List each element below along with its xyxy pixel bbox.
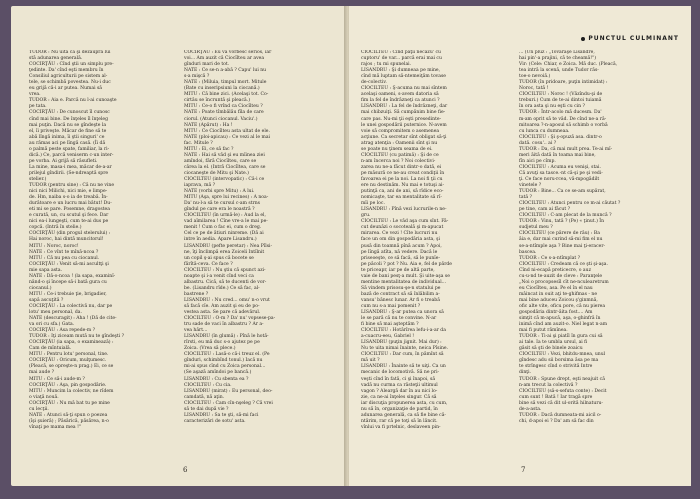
text-line: bastrene ? xyxy=(184,291,209,297)
text-line: pe măsură ce ne-au creat condiţii în xyxy=(361,170,445,176)
text-line: vinetele ? xyxy=(519,183,542,189)
text-line: COCIRŢĂU : De cunoscut îl cunosc xyxy=(29,110,110,116)
text-line: cu lecţii. xyxy=(29,406,49,412)
text-line: cirtău se încruntă şi pleacă.) xyxy=(184,98,250,104)
text-line: La mine, masa-i mea, măcar de-a-ar xyxy=(29,164,112,170)
text-line: te priceapr, iar pe de altă parte, xyxy=(361,267,435,273)
text-line: durătoare e un lucru mai bătut! Du- xyxy=(29,201,112,207)
text-line: au rămas aci pe lîngă casă. (Îi dă xyxy=(29,140,106,146)
text-line: TUDOR : Spune drept, eşti neajuit că xyxy=(519,376,605,382)
text-line: LISANDRU : Ş-ar putea ca unora să xyxy=(361,310,444,316)
text-line: pe vorba. Ai grijă să răsufleti. xyxy=(29,158,98,164)
text-line: acţiune. Ca secretar sînt obligat să-ţi xyxy=(361,134,447,140)
text-line: ne, îţi înclimpă erea Zoiceli Intîlnit xyxy=(184,249,265,255)
text-line: CIOCILTEU : Hotărîrea lefu-i-a-ar da xyxy=(361,328,446,334)
text-line: ai tale. Ia te umbla ursul, ai fi xyxy=(519,340,588,346)
text-line: LISANDRU (în glumă) : Pînă le hotă- xyxy=(184,334,269,340)
text-line: hai pin'-a prajini, că te cheamă!") xyxy=(519,56,596,62)
text-line: voi... Am auzit că Ciocîlteu ar avea xyxy=(184,56,265,62)
text-line: simţit că m-apucă, aşa, o-ghinfrâ în xyxy=(519,316,601,322)
text-line: abă lîngă inima, îi ştii singuri' ce xyxy=(29,134,105,140)
text-line: vaie de bani pesţ-a mult. Şi uite-aşa se xyxy=(361,273,450,279)
page-number-left: 6 xyxy=(183,466,188,474)
text-line: MITU : Că bine zici. (Acelaşi tot. Co- xyxy=(184,92,269,98)
text-line: CIOCILTEU (cu patimă) : Şi de ce xyxy=(361,152,439,158)
text-line: sapă ascuţită ? xyxy=(29,297,64,303)
text-line: MITU : Noroc, noroc! xyxy=(29,243,79,249)
text-line: COCIRŢĂU : La colectivă nu, dar pe xyxy=(29,303,113,309)
text-line: ... (Un pluz : „Tovarăşe Lisandre, xyxy=(519,50,595,55)
text-line: CIOCILTEU : Cînd păţii necazu' cu xyxy=(361,50,441,55)
text-line: TUDOR (în pridoare, puţin intimidat) : xyxy=(519,80,608,86)
text-line: CIOCILTEU (ce pârere de rău) : Ba xyxy=(519,231,600,237)
text-line: fac. Mitule ? xyxy=(184,140,213,146)
text-line: le unei gospodării puternice. N-avem xyxy=(361,122,447,128)
text-line: MITU : Că nu pea cu ciocanul. xyxy=(29,255,100,261)
text-line: COCIRŢĂU : Cînd ştii un simplu pre- xyxy=(29,62,114,68)
text-line: mai chibzuiţi. Să cumpănim bine fie- xyxy=(361,110,446,116)
text-line: CIOCILTEU (să-s-sefuta conte) : Decit xyxy=(519,388,607,394)
text-line: NATE : Ce vînt te mînă-ncoa ? xyxy=(29,249,99,255)
text-line: gru. xyxy=(361,213,371,219)
text-line: MITU : Ei, ce să fac ? xyxy=(184,146,234,152)
text-line: COCIRŢĂU : Oricum, mulţumesc. xyxy=(29,358,107,364)
text-line: Hai noroc, hai dintă muncitorul! xyxy=(29,237,104,243)
text-line: tru sade de vaci în albastru ? Ar a- xyxy=(184,322,264,328)
text-line: Zoica. (Vrea să plece.) xyxy=(184,346,236,352)
text-line: pe tine, cam ai făcut ? xyxy=(519,207,571,213)
text-line: CIOCILTEU : Ş-acuma nu mai sîntem xyxy=(361,86,447,92)
text-line: pe lîngă atîta, nă vedere. Dacă le xyxy=(361,249,438,255)
text-line: LISANDRU : Înainte să te uiţi. Ca un xyxy=(361,364,446,370)
text-line: NATE (ploi-apicau) : Ce vezi al le mai xyxy=(184,134,270,140)
text-line: (îşi şuieră) ; Păsărică, păsărea, n-o xyxy=(29,418,109,424)
text-line: mai fi putut rămînea. xyxy=(519,328,568,334)
text-line: NATE : Atunci să-ţi spun o poezea xyxy=(29,412,108,418)
text-line: în ora asta şi nu eşti cu cin ? xyxy=(519,104,585,110)
text-line: nomicaşte, tar ea mentalitate să rî- xyxy=(361,195,442,201)
text-line: MITU : Muncim la colectiv, ne rîdem xyxy=(29,388,114,394)
text-line: priseoeşte, ce să facă, să le punîe- xyxy=(361,255,440,261)
text-line: ntărim, rar că pe toţi să în lăncit. xyxy=(361,418,438,424)
text-line: TUDOR : Aia e. Parcă nu l-ai cunoaşte xyxy=(29,98,117,104)
text-line: TUDOR : Dacă dumneata-mi aicil o- xyxy=(519,412,602,418)
text-line: CIOCILTEU : Nu ştiu că spunct azi- xyxy=(184,267,266,273)
text-line: prilejul gîndirii. (Se-ndreaptă spre xyxy=(29,170,109,176)
text-line: dinţi. xyxy=(519,370,532,376)
text-line: TUDOR : Iţi ziceam mută nu te gîndeşti ? xyxy=(29,334,125,340)
text-line: te strîngesc cînd o strivită Intre xyxy=(519,364,593,370)
text-line: Nu te uita nimai înainte, neica Pîsine. xyxy=(361,346,449,352)
text-line: tea intră la scenă, unde Tudor răs- xyxy=(519,68,599,74)
text-line: TUDOR : Vinu, tată ? (Pe) « ţinut.) În xyxy=(519,219,605,225)
text-line: MITU : Ce Ciocîlteu asta ultat de ele. xyxy=(184,128,270,134)
text-line: dică.) Ce, parcă veniserm c-un inter- xyxy=(29,152,114,158)
text-line: o viaţă nouă. xyxy=(29,394,59,400)
text-line: să facă cîe. Am auzit şi eu de po- xyxy=(184,303,260,309)
text-line: NATE : (Miluia, timpul mort. Mitule xyxy=(184,80,267,86)
text-line: NATE : Dă-o-ncoa ! (la sapa, examinî- xyxy=(29,273,116,279)
text-line: LISANDRU : Cu sbenta ea ? xyxy=(184,376,249,382)
text-line: putinţă ca, ani de ani, să rîdice eco- xyxy=(361,189,444,195)
text-line: mai puţin. Dacă nu se gîndeşte la xyxy=(29,122,107,128)
text-line: copcă. (Intră în stelie.) xyxy=(29,225,82,231)
text-line: meri ăită dată în toama mai bine, xyxy=(519,152,596,158)
text-line: LISANDRU : Pînă vezi lucrurile-n ne- xyxy=(361,207,447,213)
text-line: un copil ş-ai spus că bocete se xyxy=(184,255,254,261)
text-line: camdată, nă aţin. xyxy=(184,394,225,400)
text-line: MITU : Pentru lotu' personal, tine. xyxy=(29,352,109,358)
text-line: cu lunca cu dumneaa. xyxy=(519,128,570,134)
text-line: nici nici Milichi, nici mie, e limpe- xyxy=(29,189,108,195)
text-line: cum sunt ! Bată ! Iar tragă spre xyxy=(519,394,593,400)
text-line: de-colectiv. xyxy=(361,80,387,86)
text-line: zarea nu ne-a făcut dintr-o dată, ei xyxy=(361,164,442,170)
text-line: Cam de mîntuială. xyxy=(29,346,72,352)
text-line: nu să în, organizaţie de partid, în xyxy=(361,406,438,412)
text-line: atrag atenţia : Oamenii sînt şi nu xyxy=(361,140,438,146)
text-line: cârea la el. (Intră Ciocîltea, care se xyxy=(184,164,266,170)
text-line: intre în aedia. Apare Lisandru.) xyxy=(184,237,257,243)
text-line: vagon ? Aleargă dar în au nici lo- xyxy=(361,388,438,394)
text-line: bază de contract să să înlăbilim a- xyxy=(361,291,440,297)
text-line: cînd mai bine. De înţeles îl înţeleg xyxy=(29,116,108,122)
right-column-1 xyxy=(361,50,511,431)
text-line: cu-u-nd te-auzit de cleve : Paranţele xyxy=(519,273,603,279)
text-line: NATE : Hai să văd şi eu mîinea ziei xyxy=(184,152,265,158)
text-line: mâincat in ouit aţi te-ghifmas - ne xyxy=(519,291,598,297)
text-line: mîi pe loc. xyxy=(361,201,385,207)
text-line: bascea. xyxy=(519,249,537,255)
text-line: acelaşi oameni, s-avem datoria să xyxy=(361,92,439,98)
text-line: ofic alte vite, oficu pore, că nu pierea xyxy=(519,303,606,309)
text-line: CIOCILTEU (intervopatic) : Că-i ce xyxy=(184,176,265,182)
text-line: cum nu s-a mai pomenit ? xyxy=(361,303,421,309)
running-header xyxy=(581,35,679,42)
text-line: LISANDRU (puţin jignit. Mai dur) : xyxy=(361,340,442,346)
text-line: MITU : Ce-o fi vrînd ca Ciocîlteu ? xyxy=(184,104,263,110)
text-line: se poate nu ţinem seama de ei. xyxy=(361,146,433,152)
text-line: TUDOR : Da, că mai mult prea. Te-ai mî- xyxy=(519,146,613,152)
text-line: vadă nu curma ca răsteţii ultimul xyxy=(361,382,438,388)
text-line: tele, se schimbă povestea. Nu-i duc xyxy=(29,80,111,86)
bullet-icon xyxy=(581,37,585,41)
text-line: mai bine aduceu Zoicou ş'ginmnă, xyxy=(519,297,598,303)
text-line: de-a-asta. xyxy=(519,406,542,412)
text-line: găsit să şti de binele zoaicu xyxy=(519,346,583,352)
text-line: CIOCILTEU : Lasă-o că-i treuz el. (Pe xyxy=(184,352,270,358)
text-line: COCIRŢĂU : Nu mă bat tu pe mine xyxy=(29,400,110,406)
text-line: mitoarea ?-n-aposul să schimb o vorbă xyxy=(519,122,608,128)
text-line: Noroc, tată ! xyxy=(519,86,549,92)
text-line: CIOCILTEU (în urmă-le) : Aud la el, xyxy=(184,213,266,219)
text-line: vansu' bănesc lunar. Ar fi o treabă xyxy=(361,297,440,303)
text-line: se-a-ntîmple aşa ? Bine mai ţi-eracer- xyxy=(519,243,606,249)
text-line: CIOCILTEU : Acuma eu venişi, stai. xyxy=(519,164,601,170)
text-line: vad aîmilarea ! Cîne vre-a le mai pe- xyxy=(184,219,268,225)
text-line: favoarea ei pe la noi. La noi fi ţii cu xyxy=(361,176,443,182)
text-line: fărîtă-ceva. Ce face ? xyxy=(184,261,233,267)
text-line: cuptoru' de var... parcă erai mai cu xyxy=(361,56,442,62)
text-line: MITU : Ce să-i aude-m ? xyxy=(29,376,85,382)
text-line: CIOCILTEU : Şi ş-opuză asa. dintr-o xyxy=(519,134,602,140)
text-line: e curată, un, cu scutul şi fece. Dar xyxy=(29,213,109,219)
text-line: inimă cînd am auzit-o. Niel legat n-am xyxy=(519,322,608,328)
text-line: vrea. xyxy=(29,92,41,98)
text-line: Cel ce pe de ătiuri ninreme. (Dă ai xyxy=(184,231,264,237)
page-number-right: 7 xyxy=(521,466,526,474)
running-header-text: PUNCTUL CULMINANT xyxy=(588,35,679,42)
text-line: NATE (Apărut) : Ha ! xyxy=(184,122,233,128)
text-line: chi, d-apoi ei ? Da' am să fac din xyxy=(519,418,594,424)
text-line: TUDOR : Ce s-a-ntîmplat ? xyxy=(519,255,581,261)
left-column-2 xyxy=(184,50,336,425)
text-line: NATE : Ce se-n a-abă ? Capu' lui nu xyxy=(184,68,267,74)
text-line: de. Hm, naiba s-o ia de treabă. În- xyxy=(29,195,108,201)
text-line: voie să compromitem o asemenea xyxy=(361,128,440,134)
text-line: pe tata. xyxy=(29,104,47,110)
text-line: eu grijă că-i ar putea. Numai să xyxy=(29,86,103,92)
text-line: NATE (descuragit) : Aha ! (Dă de cite- xyxy=(29,316,117,322)
text-line: gîndesc adu sii borsima ăsa pe ma xyxy=(519,358,599,364)
text-line: nici ea-i lungeşti, cum te-ai dus pe xyxy=(29,219,109,225)
text-line: Cînd ni-ecapă preticecre, o auz xyxy=(519,267,591,273)
text-line: m-am oprit să te văd. De cînd ne-a ră- xyxy=(519,116,607,122)
text-line: gînduri mari de tot. xyxy=(184,62,230,68)
text-line: tată ? xyxy=(519,195,532,201)
text-line: Că avuţi sa tasce.-nt că-şi pe şi vedi- xyxy=(519,170,603,176)
text-line: (Bate cu inseripsiuni la ciocană.) xyxy=(184,86,260,92)
text-line: pe păcoli ? pot ? Nu. Aia e, fel de părde xyxy=(361,261,452,267)
text-line: toe-o nevoiă.) xyxy=(519,74,551,80)
text-line: menit ! Cum o fac ei, cum o dreg. xyxy=(184,225,262,231)
text-line: mă uit ? xyxy=(361,358,380,364)
text-line: n-am trecut la colectivă ? xyxy=(519,382,578,388)
text-line: (Pleacă, se opreşte-n prag.) Ei, ce se xyxy=(29,364,114,370)
text-line: va ori cu sfa.) Gata. xyxy=(29,322,75,328)
text-line: rajos ; tu mi spunelai. xyxy=(361,62,412,68)
text-line: CIOCILTEU : Noroc ! (Văzîndu-şi de xyxy=(519,92,603,98)
text-line: be. (Lisandru rîde.) Ce să fac, al- xyxy=(184,285,260,291)
text-line: albastru. Cică, să te ducenti de vor- xyxy=(184,279,267,285)
text-line: vea hărt... xyxy=(184,328,208,334)
text-line: treburi.) Cum de te-ai dintoi tuiamă xyxy=(519,98,602,104)
text-line: „Noi o procopsesîl cît ne-nculearetrum xyxy=(519,279,609,285)
text-line: stelier.) xyxy=(29,176,47,182)
text-line: LISANDRU (mirat) : Eu personal, deo- xyxy=(184,388,273,394)
text-line: eu Ciocîlteu, asa. Pe el în el nau xyxy=(519,285,593,291)
text-line: gîndul pe care era le noastră ? xyxy=(184,207,255,213)
text-line: (Se aşază amîndoi pe bancă.) xyxy=(184,370,252,376)
text-line: gospodăria dintr-ăita fost.... Am xyxy=(519,310,593,316)
text-line: mie sapa asta. xyxy=(29,267,63,273)
text-line: fîn aici pe cîmp. xyxy=(519,158,556,164)
text-line: mai aude ? xyxy=(29,370,55,376)
text-line: COCIRŢĂU : Venit să-mi ascultţi şi xyxy=(29,261,109,267)
text-line: bine să vezi că dit ul-orită hilnaturu- xyxy=(519,400,603,406)
text-line: MITU (Aşa, spre lui recines) : A noa- xyxy=(184,195,269,201)
text-line: COCIRŢĂU (din progul stelerului) : xyxy=(29,231,111,237)
text-line: LISANDRU : Şi dumneaa pe mine, xyxy=(361,68,441,74)
text-line: CIOCILTEU : C-am plecat de la muncă ? xyxy=(519,213,612,219)
text-line: ţedinte. Da' cînd eşti membru în xyxy=(29,68,104,74)
left-column-1 xyxy=(29,50,177,431)
left-page xyxy=(11,6,346,486)
text-line: iar discuţia propunerea asta, cu cum, xyxy=(361,400,448,406)
text-line: care pas. Nu-mi ţii eşti presedinte- xyxy=(361,116,442,122)
text-line: vînaţi pe mama mea !" xyxy=(29,424,82,430)
text-line: LISANDRU : Nu cred... omu' n-o vrut xyxy=(184,297,270,303)
text-line: NATE : Poate tîmbălău fîla de care xyxy=(184,110,264,116)
text-line: vestea asta. Se pare că adevărul. xyxy=(184,310,261,316)
text-line: veşti cînd în fată, ci şi înapoi, să xyxy=(361,376,436,382)
text-line: gînduri, schimbînd tonul.) Iacă nu xyxy=(184,358,263,364)
text-line: zie, ca ne-ai înţeles singur. Că să xyxy=(361,394,437,400)
text-line: COCIRŢĂU : Eu vă vorbesc serios, iar xyxy=(184,50,272,55)
text-line: cînd mă luptam să-ntemeiţăm tovase xyxy=(361,74,446,80)
text-line: fi bine să mai aşteptăm ? xyxy=(361,322,419,328)
text-line: mi-ai spus cînd cu Zoica personal... xyxy=(184,364,266,370)
text-line: rîrsti, eu mă duc s-o ajutez pe pe xyxy=(184,340,260,346)
text-line: ăia e, dar mai curind să-mi fim el nu xyxy=(519,237,603,243)
text-line: mirarea. Ce vezi ! Cîte lucruri nu xyxy=(361,231,438,237)
text-line: n-am încerca noi ? Noi colectivi- xyxy=(361,158,436,164)
text-line: să te dai după vie ? xyxy=(184,406,229,412)
text-line: dată. cosu'.. ai ? xyxy=(519,140,557,146)
text-line: el, îi priveşte. Măcar de fine să te xyxy=(29,128,107,134)
text-line: ţi. Ce face noru-rcea, vă-mpogădilt xyxy=(519,176,600,182)
text-line: CIOCILTEU : Cam cîn-nşeleg ? Că vrei xyxy=(184,400,273,406)
text-line: LISANDRU : La fel de îndrăzneţi, dar xyxy=(361,104,448,110)
text-line: CIOCILTEU : Atunci pentru ce m-ai căutat ? xyxy=(519,201,621,207)
text-line: Vir: (Cele: Chiar, e Zoica. Mă duc. (Pleacă, xyxy=(519,62,618,68)
text-line: ciocaneşte de Mitu şi Nate.) xyxy=(184,170,249,176)
text-line: Să vindem prisosu-şe-n statului pe xyxy=(361,285,441,291)
text-line: amîndoi, fără Ciocîlteu, care se xyxy=(184,158,257,164)
text-line: nând-o şi începe să-i bată gura cu xyxy=(29,279,107,285)
text-line: CIOCILTEU : O-m ? Da' nu' vopsese-pa- xyxy=(184,316,276,322)
text-line: lotu' meu personal, da. xyxy=(29,310,82,316)
text-line: ciorul. (Atunci ciocanul. Vaciu'.) xyxy=(184,116,258,122)
text-line: ere nu destinăm. Nu mai e totuşi ai- xyxy=(361,183,445,189)
text-line: Consiliul agriculturii pe sistem al- xyxy=(29,74,108,80)
text-line: vînlui va fi prtelnic, deslaveen pin- xyxy=(361,424,441,430)
right-page xyxy=(349,6,691,486)
text-line: TUDOR : Ti-ai şi piatîl în gura cui să xyxy=(519,334,603,340)
text-line: LISANDRU (pefte peretar) : Nea Pîlsi- xyxy=(184,243,273,249)
text-line: face un om din gospodăria asta, şi xyxy=(361,237,440,243)
text-line: CIOCILTEU : Vezi, bhitdu-mnea, unul xyxy=(519,352,606,358)
right-column-2 xyxy=(519,50,677,425)
text-line: noapte şi i-a venit cînd veci ca xyxy=(184,273,254,279)
text-line: MITU : Ce-i trebuie ţie, brigadier, xyxy=(29,291,107,297)
text-line: CIOCILTEU : Dar cum, în pămînt să xyxy=(361,352,444,358)
text-line: CIOCILTEU : Credeam că ce şti şi-aşa. xyxy=(519,261,608,267)
text-line: Da' nu-l-a să te cursul c-am strns xyxy=(184,201,261,207)
text-line: adunarea generală, ca să fie bine că- xyxy=(361,412,446,418)
text-line: TUDOR : Nu uita că şi dezaupra lui xyxy=(29,50,111,55)
text-line: cut deunăzi o socoteală şi m-apucat xyxy=(361,225,444,231)
text-line: mentine mentalitatea de individual... xyxy=(361,279,447,285)
text-line: iaprava, mă ? xyxy=(184,183,216,189)
text-line: COCIRŢĂU : Aşa, pin gospodărie. xyxy=(29,382,107,388)
text-line: COCIRŢĂU : Asa repede-m ? xyxy=(29,328,96,334)
text-line: le se pară că nu te convine. N-ar xyxy=(361,316,437,322)
text-line: o palmă peste spate, familiar, la ri- xyxy=(29,146,110,152)
text-line: CIOCILTEU : Cu cia. xyxy=(184,382,232,388)
text-line: TUDOR (pentru sine) : Că nu ne vine xyxy=(29,183,115,189)
text-line: TUDOR : Bine... Ca ce se-am supârat, xyxy=(519,189,606,195)
text-line: NATE (vorbi spre Mitu) : A lui. xyxy=(184,189,255,195)
text-line: a-cuacru-eeu, Gabriel ! xyxy=(361,334,415,340)
text-line: eti mi se pare. Posemne, dragostea xyxy=(29,207,110,213)
text-line: pusă din toamnă pînă acum ? Apoi, xyxy=(361,243,442,249)
text-line: CIOCILTEU : Le văd aşa cum sînt. Fă- xyxy=(361,219,449,225)
text-line: stă adunarea generală. xyxy=(29,56,83,62)
text-line: TUDOR : Într-acolo mă ducesm. Da' xyxy=(519,110,602,116)
text-line: fim la fel de îndrăzneţi ca atunci ? xyxy=(361,98,440,104)
text-line: ciocanul.) xyxy=(29,285,52,291)
text-line: LISANDRU : Sa te şti, să-mi faci xyxy=(184,412,259,418)
text-line: mecanic de locomotivă. Să ne pri- xyxy=(361,370,440,376)
text-line: caracterizări de sotu' asta. xyxy=(184,418,246,424)
text-line: s-a mişcă ? xyxy=(184,74,210,80)
text-line: sudjetul meu ? xyxy=(519,225,553,231)
text-line: COCIRŢĂU (ia sapa, o examinează) : xyxy=(29,340,114,346)
